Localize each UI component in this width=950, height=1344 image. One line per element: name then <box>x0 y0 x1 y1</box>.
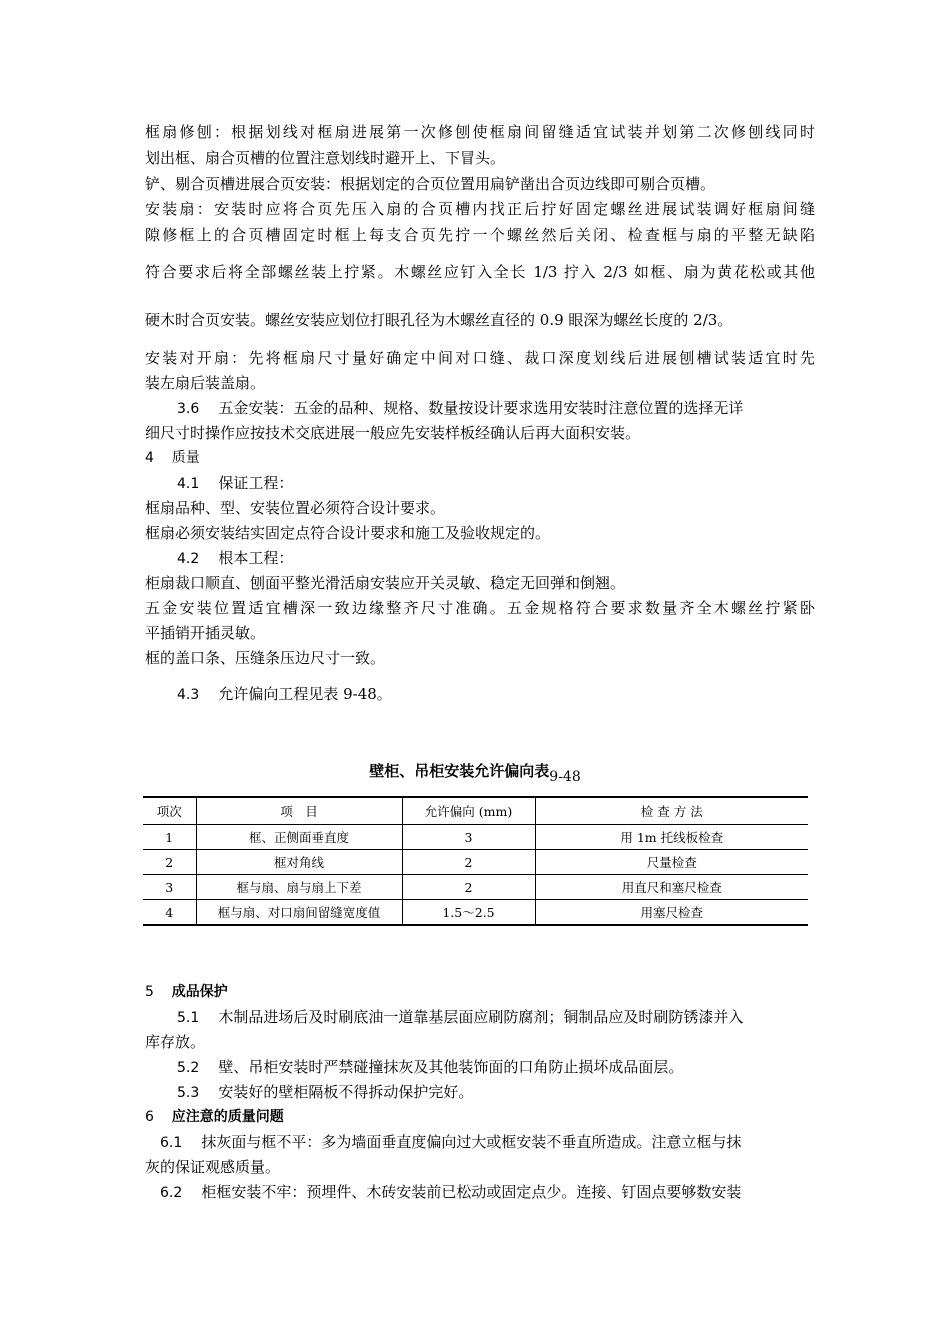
cell-method: 用塞尺检查 <box>535 900 808 926</box>
section-number: 4 <box>145 450 154 466</box>
paragraph-line <box>177 398 815 419</box>
paragraph-line: 安装扇：安装时应将合页先压入扇的合页槽内找正后拧好固定螺丝进展试装调好框扇间缝 <box>145 200 815 218</box>
section-number: 4.1 <box>177 476 200 492</box>
subsection-heading <box>177 473 847 494</box>
paragraph-line: 灰的保证观感质量。 <box>145 1158 281 1176</box>
header-item: 项 目 <box>196 797 402 825</box>
section-text: 柜框安装不牢：预埋件、木砖安装前已松动或固定点少。连接、钉固点要够数安装 <box>201 1183 742 1201</box>
cell-method: 尺量检查 <box>535 850 808 875</box>
table-title <box>0 760 950 785</box>
paragraph-line <box>160 1182 815 1203</box>
section-number: 4.3 <box>177 687 200 703</box>
paragraph-line <box>177 1082 847 1103</box>
section-title: 质量 <box>171 450 200 466</box>
cell-index: 3 <box>143 875 196 900</box>
paragraph-line <box>160 1132 815 1153</box>
paragraph-line: 铲、剔合页槽进展合页安装：根据划定的合页位置用扁铲凿出合页边线即可剔合页槽。 <box>145 175 716 193</box>
section-number: 3.6 <box>177 401 200 417</box>
section-text: 允许偏向工程见表 9-48。 <box>218 685 392 703</box>
cell-tolerance: 2 <box>402 875 535 900</box>
table-row <box>143 825 808 850</box>
paragraph-line: 平插销开插灵敏。 <box>145 624 266 642</box>
paragraph-line: 隙修框上的合页槽固定时框上每支合页先拧一个螺丝然后关闭、检查框与扇的平整无缺陷 <box>145 226 815 244</box>
cell-method: 用直尺和塞尺检查 <box>535 875 808 900</box>
section-number: 5 <box>145 984 154 1000</box>
paragraph-line <box>177 1007 815 1028</box>
table-row <box>143 900 808 926</box>
section-number: 6.2 <box>160 1185 183 1201</box>
cell-item: 框与扇、扇与扇上下差 <box>196 875 402 900</box>
section-heading <box>145 982 815 1002</box>
paragraph-line: 框扇品种、型、安装位置必须符合设计要求。 <box>145 499 446 517</box>
section-number: 5.1 <box>177 1010 200 1026</box>
cell-item: 框与扇、对口扇间留缝宽度值 <box>196 900 402 926</box>
cell-item: 框对角线 <box>196 850 402 875</box>
subsection-heading <box>177 684 847 705</box>
paragraph-line: 柜扇裁口顺直、刨面平整光滑活扇安装应开关灵敏、稳定无回弹和倒翘。 <box>145 574 626 592</box>
section-number: 5.3 <box>177 1085 200 1101</box>
paragraph-line: 装左扇后装盖扇。 <box>145 374 266 392</box>
section-text: 安装好的壁柜隔板不得拆动保护完好。 <box>218 1083 474 1101</box>
paragraph-line: 框的盖口条、压缝条压边尺寸一致。 <box>145 649 386 667</box>
section-text: 壁、吊柜安装时严禁碰撞抹灰及其他装饰面的口角防止损坏成品面层。 <box>218 1058 684 1076</box>
table-number: 9-48 <box>549 769 581 785</box>
cell-tolerance: 2 <box>402 850 535 875</box>
table-row <box>143 875 808 900</box>
section-text: 木制品进场后及时刷底油一道靠基层面应刷防腐剂；铜制品应及时刷防锈漆并入 <box>218 1008 744 1026</box>
subsection-heading <box>177 548 847 569</box>
section-title: 成品保护 <box>171 984 228 1000</box>
section-number: 6.1 <box>160 1135 183 1151</box>
paragraph-line: 五金安装位置适宜槽深一致边缘整齐尺寸准确。五金规格符合要求数量齐全木螺丝拧紧卧 <box>145 599 815 617</box>
section-title: 保证工程： <box>218 474 294 492</box>
table-header-row <box>143 797 808 825</box>
paragraph-line: 细尺寸时操作应按技术交底进展一般应先安装样板经确认后再大面积安装。 <box>145 424 641 442</box>
section-heading <box>145 448 815 468</box>
header-index: 项次 <box>143 797 196 825</box>
paragraph-line: 符合要求后将全部螺丝装上拧紧。木螺丝应钉入全长 1/3 拧入 2/3 如框、扇为黄花松或其他 <box>145 263 815 281</box>
section-heading <box>145 1107 815 1127</box>
table-title-text: 壁柜、吊柜安装允许偏向表 <box>369 762 550 780</box>
paragraph-line: 划出框、扇合页槽的位置注意划线时避开上、下冒头。 <box>145 149 506 167</box>
cell-index: 2 <box>143 850 196 875</box>
section-text: 五金安装：五金的品种、规格、数量按设计要求选用安装时注意位置的选择无详 <box>218 399 744 417</box>
tolerance-table <box>143 796 808 926</box>
paragraph-line: 框扇必须安装结实固定点符合设计要求和施工及验收规定的。 <box>145 524 551 542</box>
section-text: 抹灰面与框不平：多为墙面垂直度偏向过大或框安装不垂直所造成。注意立框与抹 <box>201 1133 742 1151</box>
header-method: 检 查 方 法 <box>535 797 808 825</box>
header-tolerance: 允许偏向 (mm) <box>402 797 535 825</box>
section-number: 4.2 <box>177 551 200 567</box>
cell-index: 1 <box>143 825 196 850</box>
table-row <box>143 850 808 875</box>
paragraph-line: 硬木时合页安装。螺丝安装应划位打眼孔径为木螺丝直径的 0.9 眼深为螺丝长度的 2/3。 <box>145 311 733 329</box>
section-number: 6 <box>145 1109 154 1125</box>
section-title: 根本工程： <box>218 549 294 567</box>
cell-method: 用 1m 托线板检查 <box>535 825 808 850</box>
cell-index: 4 <box>143 900 196 926</box>
cell-tolerance: 1.5～2.5 <box>402 900 535 926</box>
cell-tolerance: 3 <box>402 825 535 850</box>
paragraph-line: 框扇修刨：根据划线对框扇进展第一次修刨使框扇间留缝适宜试装并划第二次修刨线同时 <box>145 123 815 141</box>
section-title: 应注意的质量问题 <box>171 1109 284 1125</box>
paragraph-line <box>177 1057 847 1078</box>
paragraph-line: 库存放。 <box>145 1033 206 1051</box>
section-number: 5.2 <box>177 1060 200 1076</box>
paragraph-line: 安装对开扇：先将框扇尺寸量好确定中间对口缝、裁口深度划线后进展刨槽试装适宜时先 <box>145 349 815 367</box>
cell-item: 框、正侧面垂直度 <box>196 825 402 850</box>
